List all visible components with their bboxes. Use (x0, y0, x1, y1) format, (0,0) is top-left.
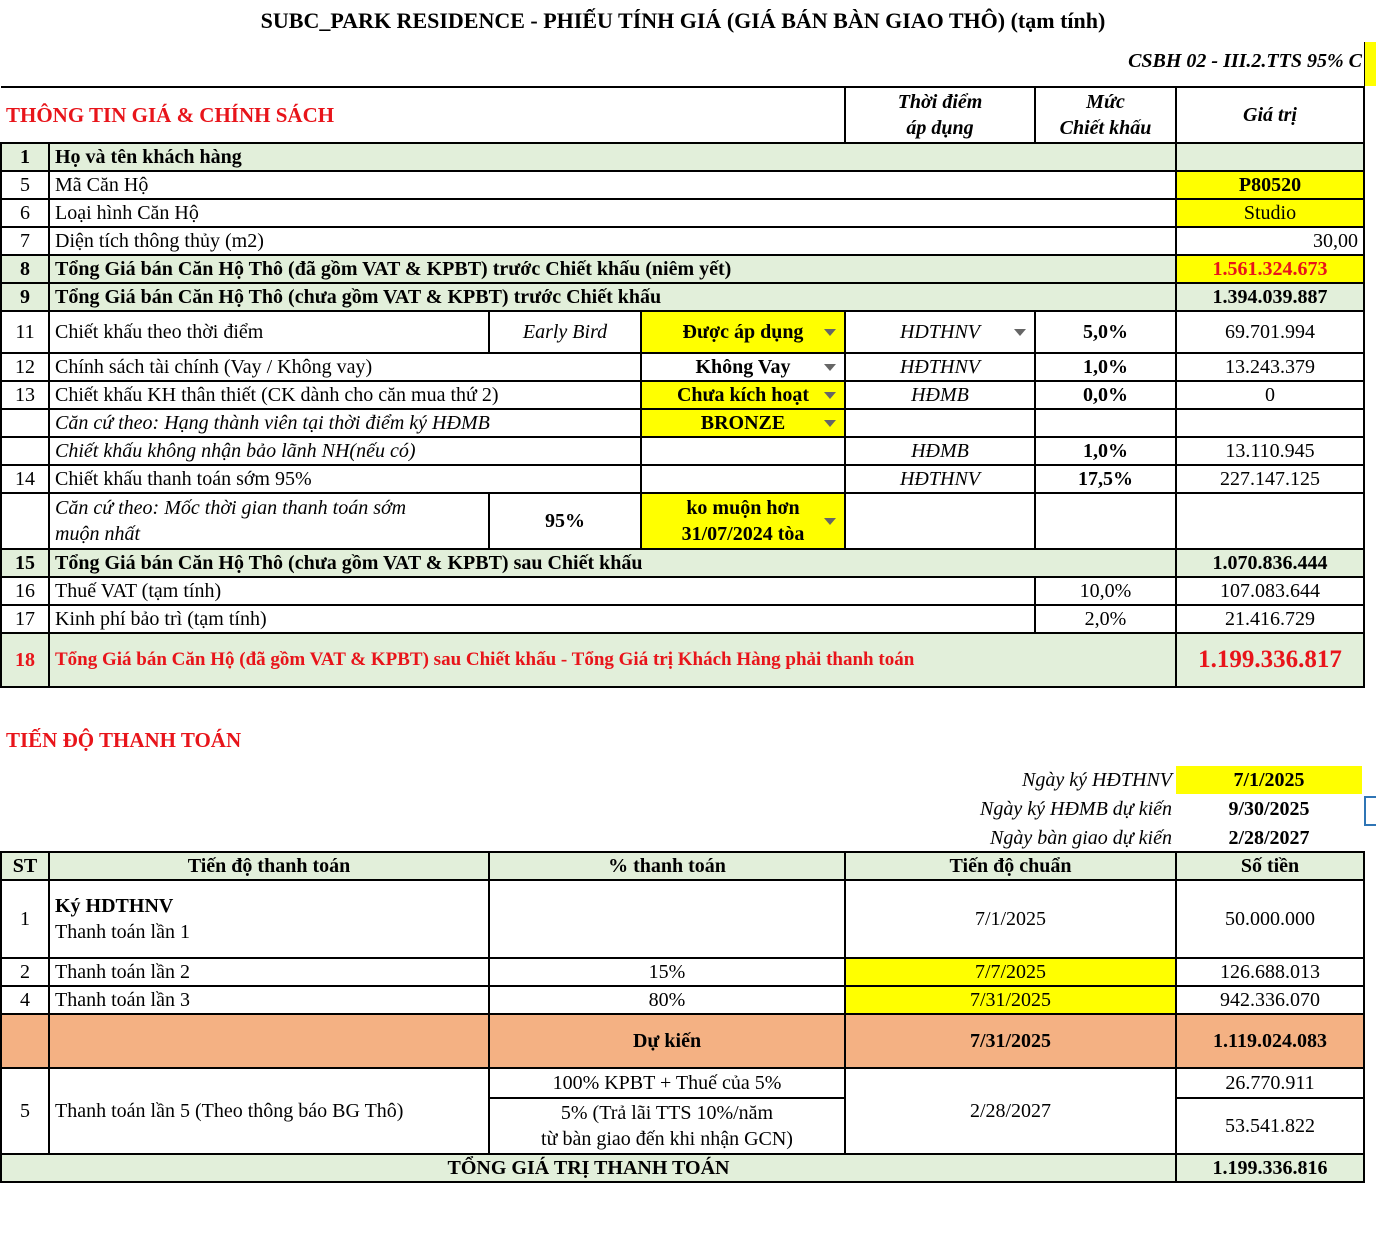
chevron-down-icon (824, 329, 836, 336)
header-value: Giá trị (1176, 87, 1364, 143)
table-row: 7 Diện tích thông thủy (m2) 30,00 (1, 227, 1364, 255)
date-label: Ngày ký HĐTHNV (1022, 769, 1172, 791)
table-row: 16 Thuế VAT (tạm tính) 10,0% 107.083.644 (1, 577, 1364, 605)
table-row: 12 Chính sách tài chính (Vay / Không vay) Không Vay HĐTHNV 1,0% 13.243.379 (1, 353, 1364, 381)
table-row: 11 Chiết khấu theo thời điểm Early Bird Được áp dụng HDTHNV 5,0% 69.701.994 (1, 311, 1364, 353)
area-value: 30,00 (1176, 227, 1364, 255)
handover-date-value: 2/28/2027 (1228, 827, 1310, 849)
chevron-down-icon (1014, 329, 1026, 336)
table-row: 14 Chiết khấu thanh toán sớm 95% HĐTHNV 17,5% 227.147.125 (1, 465, 1364, 493)
list-price-value: 1.561.324.673 (1176, 255, 1364, 283)
early-bird-dropdown[interactable]: Được áp dụng (641, 311, 845, 353)
pricing-table (0, 86, 1365, 688)
table-header-row: ST Tiến độ thanh toán % thanh toán Tiến độ chuẩn Số tiền (1, 852, 1364, 880)
table-row: 15 Tổng Giá bán Căn Hộ Thô (chưa gồm VAT & KPBT) sau Chiết khấu 1.070.836.444 (1, 549, 1364, 577)
date-label: Ngày bàn giao dự kiến (990, 827, 1172, 849)
table-row: 9 Tổng Giá bán Căn Hộ Thô (chưa gồm VAT & KPBT) trước Chiết khấu 1.394.039.887 (1, 283, 1364, 311)
table-row: 18 Tổng Giá bán Căn Hộ (đã gồm VAT & KPBT) sau Chiết khấu - Tổng Giá trị Khách Hàng phải thanh toán 1.199.336.817 (1, 633, 1364, 687)
date-label: Ngày ký HĐMB dự kiến (980, 798, 1172, 820)
loyalty-dropdown[interactable]: Chưa kích hoạt (641, 381, 845, 409)
table-row: 5 Mã Căn Hộ P80520 (1, 171, 1364, 199)
payment-schedule-table (0, 851, 1365, 1183)
table-row: Chiết khấu không nhận bảo lãnh NH(nếu có) HĐMB 1,0% 13.110.945 (1, 437, 1364, 465)
table-row: Căn cứ theo: Mốc thời gian thanh toán sớm muộn nhất 95% ko muộn hơn 31/07/2024 tòa (1, 493, 1364, 549)
deadline-dropdown[interactable]: ko muộn hơn 31/07/2024 tòa (641, 493, 845, 549)
total-payable-value: 1.199.336.817 (1176, 633, 1364, 687)
schedule-section-title: TIẾN ĐỘ THANH TOÁN (6, 728, 242, 752)
chevron-down-icon (824, 364, 836, 371)
table-row: 4 Thanh toán lần 3 80% 7/31/2025 942.336.070 (1, 986, 1364, 1014)
customer-name-value[interactable] (1176, 143, 1364, 171)
document-title: SUBC_PARK RESIDENCE - PHIẾU TÍNH GIÁ (GIÁ BÁN BÀN GIAO THÔ) (tạm tính) (260, 8, 1106, 33)
pricing-section-title: THÔNG TIN GIÁ & CHÍNH SÁCH (1, 87, 845, 143)
table-row: 1 Ký HDTHNV Thanh toán lần 1 7/1/2025 50.000.000 (1, 880, 1364, 958)
table-row: Căn cứ theo: Hạng thành viên tại thời điểm ký HĐMB BRONZE (1, 409, 1364, 437)
table-row: 17 Kinh phí bảo trì (tạm tính) 2,0% 21.416.729 (1, 605, 1364, 633)
unit-type-value[interactable]: Studio (1176, 199, 1364, 227)
table-row: 2 Thanh toán lần 2 15% 7/7/2025 126.688.013 (1, 958, 1364, 986)
table-row: 5 Thanh toán lần 5 (Theo thông báo BG Thô) 100% KPBT + Thuế của 5% 2/28/2027 26.770.911 (1, 1068, 1364, 1098)
pre-discount-price-value: 1.394.039.887 (1176, 283, 1364, 311)
policy-code: CSBH 02 - III.2.TTS 95% C (1128, 50, 1362, 72)
table-row: 8 Tổng Giá bán Căn Hộ Thô (đã gồm VAT & KPBT) trước Chiết khấu (niêm yết) 1.561.324.673 (1, 255, 1364, 283)
expected-row: Dự kiến 7/31/2025 1.119.024.083 (1, 1014, 1364, 1068)
yellow-cell-edge (1364, 42, 1376, 86)
total-row: TỔNG GIÁ TRỊ THANH TOÁN 1.199.336.816 (1, 1154, 1364, 1182)
chevron-down-icon (824, 518, 836, 525)
header-discount: Mức Chiết khấu (1035, 87, 1176, 143)
chevron-down-icon (824, 420, 836, 427)
table-row: 1 Họ và tên khách hàng (1, 143, 1364, 171)
total-amount-value: 1.199.336.816 (1176, 1154, 1364, 1182)
unit-code-value[interactable]: P80520 (1176, 171, 1364, 199)
table-row: 5% (Trả lãi TTS 10%/năm từ bàn giao đến khi nhận GCN) 53.541.822 (1, 1098, 1364, 1154)
contract-date-value[interactable]: 7/1/2025 (1176, 766, 1362, 794)
row-label: Họ và tên khách hàng (49, 143, 1176, 171)
table-row: 6 Loại hình Căn Hộ Studio (1, 199, 1364, 227)
chevron-down-icon (824, 392, 836, 399)
time-dropdown[interactable]: HDTHNV (845, 311, 1035, 353)
table-row: 13 Chiết khấu KH thân thiết (CK dành cho căn mua thứ 2) Chưa kích hoạt HĐMB 0,0% 0 (1, 381, 1364, 409)
sale-contract-date-value: 9/30/2025 (1228, 798, 1310, 820)
header-time: Thời điểm áp dụng (845, 87, 1035, 143)
membership-dropdown[interactable]: BRONZE (641, 409, 845, 437)
cell-selection-indicator (1364, 796, 1376, 826)
loan-dropdown[interactable]: Không Vay (641, 353, 845, 381)
